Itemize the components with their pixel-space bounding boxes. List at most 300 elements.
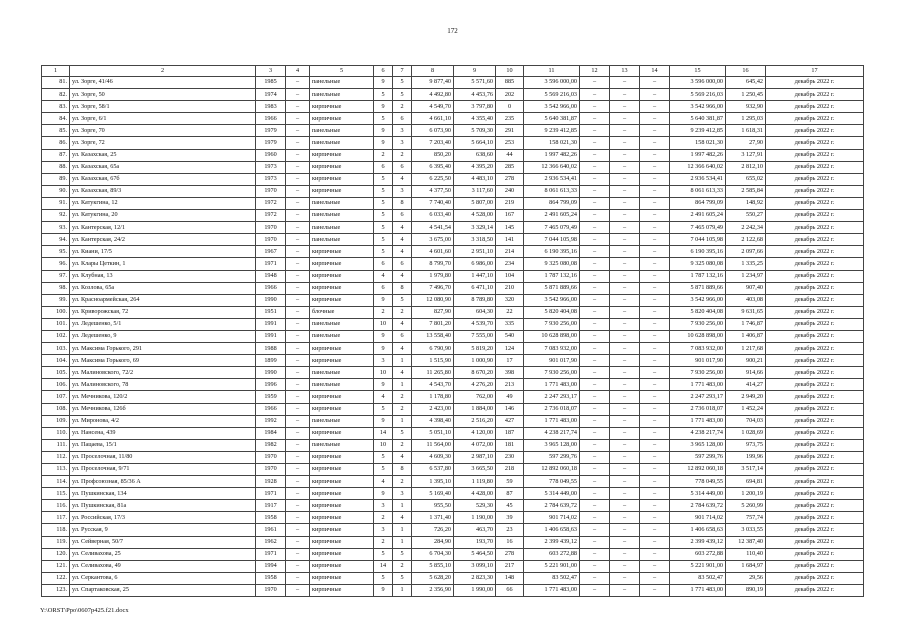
page-number: 172 xyxy=(447,27,458,35)
table-cell: 6 471,10 xyxy=(454,282,496,294)
table-cell: 5 xyxy=(374,246,393,258)
table-cell: 5 640 381,87 xyxy=(670,113,726,125)
table-cell: – xyxy=(640,403,670,415)
table-cell: 234 xyxy=(496,258,524,270)
table-cell: 5 xyxy=(393,77,412,89)
table-cell: 9 877,40 xyxy=(412,77,454,89)
table-cell: панельные xyxy=(310,367,374,379)
table-cell: кирпичные xyxy=(310,427,374,439)
table-cell: – xyxy=(286,197,310,209)
table-cell: ул. Миронова, 4/2 xyxy=(70,415,256,427)
table-cell: 890,19 xyxy=(726,584,766,596)
table-cell: 3 965 128,00 xyxy=(524,439,580,451)
table-cell: 112. xyxy=(42,451,70,463)
table-cell: – xyxy=(640,572,670,584)
table-cell: 59 xyxy=(496,476,524,488)
table-cell: 12 892 060,18 xyxy=(670,464,726,476)
table-cell: 1974 xyxy=(256,89,286,101)
table-row xyxy=(42,161,864,173)
table-cell: 2 585,84 xyxy=(726,185,766,197)
table-cell: 4 528,00 xyxy=(454,210,496,222)
table-cell: декабрь 2022 г. xyxy=(766,451,864,463)
table-cell: – xyxy=(286,476,310,488)
table-cell: 5 569 216,03 xyxy=(670,89,726,101)
table-cell: 98. xyxy=(42,282,70,294)
table-cell: – xyxy=(580,379,610,391)
table-cell: 113. xyxy=(42,464,70,476)
table-cell: – xyxy=(286,185,310,197)
table-cell: – xyxy=(610,210,640,222)
table-cell: 1 771 483,00 xyxy=(524,584,580,596)
table-cell: декабрь 2022 г. xyxy=(766,439,864,451)
table-cell: – xyxy=(580,125,610,137)
table-cell: – xyxy=(286,318,310,330)
table-cell: 8 xyxy=(393,282,412,294)
table-cell: 597 299,76 xyxy=(670,451,726,463)
table-cell: – xyxy=(580,488,610,500)
table-cell: – xyxy=(610,246,640,258)
table-cell: 778 049,55 xyxy=(524,476,580,488)
table-cell: 4 072,00 xyxy=(454,439,496,451)
table-cell: 1 119,80 xyxy=(454,476,496,488)
column-header: 8 xyxy=(412,66,454,77)
table-cell: 96. xyxy=(42,258,70,270)
table-cell: 7 465 079,49 xyxy=(670,222,726,234)
table-cell: 4 355,40 xyxy=(454,113,496,125)
table-cell: 7 930 256,00 xyxy=(670,367,726,379)
table-cell: 1 406,87 xyxy=(726,330,766,342)
table-cell: 2 247 293,17 xyxy=(670,391,726,403)
table-cell: 1 234,97 xyxy=(726,270,766,282)
table-cell: 403,08 xyxy=(726,294,766,306)
table-cell: 1 979,80 xyxy=(412,270,454,282)
table-cell: ул. Селивахова, 49 xyxy=(70,560,256,572)
table-cell: кирпичные xyxy=(310,149,374,161)
table-cell: 778 049,55 xyxy=(670,476,726,488)
table-cell: 2 242,34 xyxy=(726,222,766,234)
table-cell: 6 xyxy=(374,282,393,294)
table-cell: 4 xyxy=(393,234,412,246)
table-cell: 83 502,47 xyxy=(670,572,726,584)
table-cell: декабрь 2022 г. xyxy=(766,149,864,161)
table-cell: ул. Кантерская, 12/1 xyxy=(70,222,256,234)
table-cell: 122. xyxy=(42,572,70,584)
table-cell: 2 491 605,24 xyxy=(524,210,580,222)
table-cell: 8 670,20 xyxy=(454,367,496,379)
table-cell: 29,56 xyxy=(726,572,766,584)
table-cell: 4 428,00 xyxy=(454,488,496,500)
table-cell: – xyxy=(640,294,670,306)
table-cell: панельные xyxy=(310,125,374,137)
table-cell: 1 000,90 xyxy=(454,355,496,367)
table-cell: 757,74 xyxy=(726,512,766,524)
table-cell: 3 675,00 xyxy=(412,234,454,246)
table-cell: 3 099,10 xyxy=(454,560,496,572)
table-cell: 7 083 932,00 xyxy=(670,343,726,355)
table-cell: 1971 xyxy=(256,548,286,560)
table-cell: 5 xyxy=(374,548,393,560)
table-cell: – xyxy=(580,415,610,427)
table-cell: 3 127,91 xyxy=(726,149,766,161)
table-cell: ул. Казахская, 67б xyxy=(70,173,256,185)
table-cell: 1 771 483,00 xyxy=(524,379,580,391)
table-cell: декабрь 2022 г. xyxy=(766,125,864,137)
table-cell: 1 787 132,16 xyxy=(524,270,580,282)
table-cell: 4 xyxy=(393,173,412,185)
table-cell: 638,60 xyxy=(454,149,496,161)
table-cell: – xyxy=(286,306,310,318)
table-cell: 414,27 xyxy=(726,379,766,391)
table-cell: – xyxy=(610,524,640,536)
table-cell: 1979 xyxy=(256,125,286,137)
table-cell: 101. xyxy=(42,318,70,330)
table-cell: декабрь 2022 г. xyxy=(766,258,864,270)
table-cell: 6 190 395,16 xyxy=(670,246,726,258)
table-cell: 1 028,69 xyxy=(726,427,766,439)
table-cell: 885 xyxy=(496,77,524,89)
table-cell: ул. Киани, 17/5 xyxy=(70,246,256,258)
table-row xyxy=(42,367,864,379)
table-cell: декабрь 2022 г. xyxy=(766,185,864,197)
table-cell: 6 xyxy=(374,258,393,270)
table-cell: панельные xyxy=(310,137,374,149)
table-cell: 1960 xyxy=(256,149,286,161)
table-cell: декабрь 2022 г. xyxy=(766,222,864,234)
table-cell: 235 xyxy=(496,113,524,125)
table-cell: 4 483,10 xyxy=(454,173,496,185)
table-cell: 2 xyxy=(393,391,412,403)
table-cell: 11 564,00 xyxy=(412,439,454,451)
table-cell: – xyxy=(286,234,310,246)
table-cell: 1 190,00 xyxy=(454,512,496,524)
table-cell: 2 xyxy=(374,306,393,318)
table-cell: ул. Мечникова, 120/2 xyxy=(70,391,256,403)
table-cell: 1979 xyxy=(256,137,286,149)
table-cell: – xyxy=(580,318,610,330)
table-cell: 5 709,30 xyxy=(454,125,496,137)
table-cell: – xyxy=(610,161,640,173)
table-cell: 14 xyxy=(374,427,393,439)
table-cell: – xyxy=(580,451,610,463)
table-cell: – xyxy=(640,173,670,185)
table-cell: ул. Пушкинская, 81а xyxy=(70,500,256,512)
table-cell: 4 492,80 xyxy=(412,89,454,101)
table-cell: 914,66 xyxy=(726,367,766,379)
table-cell: 603 272,88 xyxy=(524,548,580,560)
table-cell: 12 366 640,02 xyxy=(670,161,726,173)
table-cell: панельные xyxy=(310,379,374,391)
table-cell: 4 549,70 xyxy=(412,101,454,113)
table-cell: – xyxy=(610,294,640,306)
table-cell: – xyxy=(580,524,610,536)
table-cell: ул. Зорге, 72 xyxy=(70,137,256,149)
table-cell: 5 871 889,66 xyxy=(524,282,580,294)
table-cell: 158 021,30 xyxy=(524,137,580,149)
table-cell: 3 542 966,00 xyxy=(524,101,580,113)
table-cell: 2 xyxy=(393,306,412,318)
table-cell: 1 771 483,00 xyxy=(670,379,726,391)
table-cell: 9 325 080,08 xyxy=(670,258,726,270)
table-cell: 4 395,20 xyxy=(454,161,496,173)
table-cell: 1 684,97 xyxy=(726,560,766,572)
table-row xyxy=(42,125,864,137)
table-cell: 3 117,60 xyxy=(454,185,496,197)
table-cell: 1 xyxy=(393,379,412,391)
table-cell: – xyxy=(640,367,670,379)
table-cell: 2 399 439,12 xyxy=(524,536,580,548)
table-row xyxy=(42,488,864,500)
table-cell: 1 371,40 xyxy=(412,512,454,524)
table-cell: 900,21 xyxy=(726,355,766,367)
table-cell: 5 169,40 xyxy=(412,488,454,500)
table-cell: 704,03 xyxy=(726,415,766,427)
table-cell: декабрь 2022 г. xyxy=(766,476,864,488)
table-cell: 5 855,10 xyxy=(412,560,454,572)
table-cell: – xyxy=(610,149,640,161)
table-cell: – xyxy=(610,367,640,379)
table-row xyxy=(42,137,864,149)
table-cell: ул. Сейверная, 50/7 xyxy=(70,536,256,548)
table-cell: 6 xyxy=(393,210,412,222)
table-cell: 5 628,20 xyxy=(412,572,454,584)
table-cell: декабрь 2022 г. xyxy=(766,197,864,209)
table-cell: 6 986,00 xyxy=(454,258,496,270)
table-cell: – xyxy=(286,101,310,113)
table-row xyxy=(42,234,864,246)
table-row xyxy=(42,476,864,488)
table-row xyxy=(42,584,864,596)
table-cell: ул. Красноармейская, 264 xyxy=(70,294,256,306)
table-cell: – xyxy=(610,222,640,234)
table-cell: 4 661,10 xyxy=(412,113,454,125)
table-cell: 91. xyxy=(42,197,70,209)
table-cell: 82. xyxy=(42,89,70,101)
table-cell: 864 799,09 xyxy=(524,197,580,209)
table-cell: 1958 xyxy=(256,512,286,524)
table-cell: декабрь 2022 г. xyxy=(766,282,864,294)
table-cell: 86. xyxy=(42,137,70,149)
table-cell: – xyxy=(610,379,640,391)
table-cell: – xyxy=(640,282,670,294)
table-cell: декабрь 2022 г. xyxy=(766,161,864,173)
table-cell: 2 356,90 xyxy=(412,584,454,596)
table-cell: 1970 xyxy=(256,584,286,596)
table-cell: кирпичные xyxy=(310,403,374,415)
table-cell: 10 628 898,00 xyxy=(670,330,726,342)
table-cell: 1 200,19 xyxy=(726,488,766,500)
table-cell: – xyxy=(610,584,640,596)
table-cell: – xyxy=(580,548,610,560)
table-cell: 9 631,65 xyxy=(726,306,766,318)
table-cell: 5 051,10 xyxy=(412,427,454,439)
table-cell: 5 314 449,00 xyxy=(524,488,580,500)
table-cell: – xyxy=(640,427,670,439)
table-cell: 645,42 xyxy=(726,77,766,89)
table-cell: 2 247 293,17 xyxy=(524,391,580,403)
table-cell: 1958 xyxy=(256,572,286,584)
table-cell: декабрь 2022 г. xyxy=(766,343,864,355)
table-cell: 5 664,10 xyxy=(454,137,496,149)
table-cell: – xyxy=(286,536,310,548)
table-cell: 398 xyxy=(496,367,524,379)
table-cell: 9 xyxy=(374,343,393,355)
table-cell: 5 xyxy=(393,572,412,584)
table-cell: 6 395,40 xyxy=(412,161,454,173)
table-cell: панельные xyxy=(310,77,374,89)
table-cell: 92. xyxy=(42,210,70,222)
table-cell: ул. Пушкинская, 134 xyxy=(70,488,256,500)
table-cell: ул. Пацаева, 15/1 xyxy=(70,439,256,451)
table-cell: 89. xyxy=(42,173,70,185)
table-cell: – xyxy=(580,439,610,451)
table-cell: кирпичные xyxy=(310,464,374,476)
table-cell: – xyxy=(640,270,670,282)
table-cell: 1 787 132,16 xyxy=(670,270,726,282)
table-cell: 104 xyxy=(496,270,524,282)
table-row xyxy=(42,330,864,342)
table-cell: – xyxy=(640,306,670,318)
table-cell: декабрь 2022 г. xyxy=(766,318,864,330)
table-cell: панельные xyxy=(310,222,374,234)
table-cell: 5 819,20 xyxy=(454,343,496,355)
table-cell: – xyxy=(640,464,670,476)
table-cell: 604,30 xyxy=(454,306,496,318)
table-cell: 1991 xyxy=(256,318,286,330)
table-cell: 9 xyxy=(374,584,393,596)
table-cell: 4 xyxy=(374,476,393,488)
table-cell: 7 465 079,49 xyxy=(524,222,580,234)
table-cell: 114. xyxy=(42,476,70,488)
table-cell: – xyxy=(640,89,670,101)
table-cell: 119. xyxy=(42,536,70,548)
table-cell: 7 740,40 xyxy=(412,197,454,209)
table-cell: 2 xyxy=(393,439,412,451)
table-cell: 13 558,40 xyxy=(412,330,454,342)
table-cell: декабрь 2022 г. xyxy=(766,330,864,342)
table-cell: – xyxy=(640,391,670,403)
table-cell: 97. xyxy=(42,270,70,282)
table-cell: – xyxy=(640,451,670,463)
table-cell: 8 061 613,33 xyxy=(524,185,580,197)
table-cell: 9 xyxy=(374,77,393,89)
table-cell: кирпичные xyxy=(310,524,374,536)
table-row xyxy=(42,536,864,548)
table-cell: 6 225,50 xyxy=(412,173,454,185)
table-cell: декабрь 2022 г. xyxy=(766,270,864,282)
table-cell: 2 949,20 xyxy=(726,391,766,403)
table-cell: 118. xyxy=(42,524,70,536)
table-cell: 7 555,00 xyxy=(454,330,496,342)
table-cell: 5 xyxy=(374,185,393,197)
table-cell: – xyxy=(580,584,610,596)
table-cell: – xyxy=(640,185,670,197)
table-cell: – xyxy=(640,355,670,367)
table-cell: 117. xyxy=(42,512,70,524)
table-cell: – xyxy=(580,185,610,197)
table-row xyxy=(42,222,864,234)
table-row xyxy=(42,355,864,367)
table-cell: – xyxy=(610,403,640,415)
table-cell: – xyxy=(640,415,670,427)
table-cell: ул. Козлова, 65а xyxy=(70,282,256,294)
table-cell: 3 xyxy=(374,355,393,367)
table-cell: – xyxy=(610,500,640,512)
table-cell: 6 xyxy=(393,161,412,173)
table-cell: 285 xyxy=(496,161,524,173)
column-header: 11 xyxy=(524,66,580,77)
table-cell: 3 665,50 xyxy=(454,464,496,476)
table-cell: 1966 xyxy=(256,403,286,415)
table-cell: 9 xyxy=(374,415,393,427)
table-cell: 115. xyxy=(42,488,70,500)
table-cell: декабрь 2022 г. xyxy=(766,210,864,222)
table-cell: 284,90 xyxy=(412,536,454,548)
table-row xyxy=(42,415,864,427)
table-cell: 7 801,20 xyxy=(412,318,454,330)
table-cell: 5 820 404,08 xyxy=(670,306,726,318)
table-cell: – xyxy=(580,89,610,101)
table-cell: декабрь 2022 г. xyxy=(766,101,864,113)
table-cell: 4 276,20 xyxy=(454,379,496,391)
table-cell: – xyxy=(286,161,310,173)
table-cell: декабрь 2022 г. xyxy=(766,427,864,439)
table-cell: 1 746,87 xyxy=(726,318,766,330)
table-cell: 214 xyxy=(496,246,524,258)
table-cell: ул. Селивахова, 25 xyxy=(70,548,256,560)
table-cell: 1 990,00 xyxy=(454,584,496,596)
table-cell: кирпичные xyxy=(310,548,374,560)
table-cell: 217 xyxy=(496,560,524,572)
table-cell: – xyxy=(610,330,640,342)
table-cell: 27,90 xyxy=(726,137,766,149)
table-cell: декабрь 2022 г. xyxy=(766,246,864,258)
table-cell: 3 xyxy=(374,524,393,536)
table-cell: кирпичные xyxy=(310,113,374,125)
table-cell: – xyxy=(610,125,640,137)
table-cell: – xyxy=(640,318,670,330)
table-cell: 955,50 xyxy=(412,500,454,512)
table-row xyxy=(42,427,864,439)
table-cell: – xyxy=(610,282,640,294)
table-cell: – xyxy=(610,101,640,113)
table-cell: 16 xyxy=(496,536,524,548)
table-cell: ул. Русская, 9 xyxy=(70,524,256,536)
table-cell: 141 xyxy=(496,234,524,246)
table-cell: – xyxy=(286,379,310,391)
table-cell: 932,90 xyxy=(726,101,766,113)
table-cell: 1928 xyxy=(256,476,286,488)
table-cell: 1 xyxy=(393,415,412,427)
table-cell: 5 820 404,08 xyxy=(524,306,580,318)
table-cell: – xyxy=(580,403,610,415)
table-cell: 5 xyxy=(393,89,412,101)
table-cell: – xyxy=(286,258,310,270)
table-cell: декабрь 2022 г. xyxy=(766,379,864,391)
table-cell: кирпичные xyxy=(310,584,374,596)
table-cell: ул. Казахская, 25 xyxy=(70,149,256,161)
table-cell: декабрь 2022 г. xyxy=(766,536,864,548)
table-cell: 4 xyxy=(374,270,393,282)
table-cell: ул. Казахская, 89/3 xyxy=(70,185,256,197)
table-cell: 9 325 080,08 xyxy=(524,258,580,270)
table-cell: 1996 xyxy=(256,379,286,391)
table-cell: 6 xyxy=(393,330,412,342)
table-cell: – xyxy=(580,294,610,306)
table-cell: – xyxy=(640,210,670,222)
table-cell: 2 xyxy=(374,512,393,524)
table-cell: декабрь 2022 г. xyxy=(766,500,864,512)
table-cell: 8 799,70 xyxy=(412,258,454,270)
